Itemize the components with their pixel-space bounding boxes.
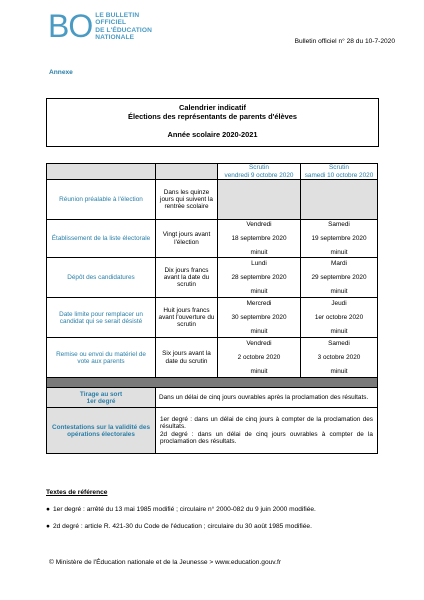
table-row bbox=[47, 338, 378, 378]
bulletin-logo bbox=[48, 10, 152, 42]
title-line-3: Année scolaire 2020-2021 bbox=[167, 130, 258, 139]
friday-column-header: Scrutin vendredi 9 octobre 2020 bbox=[218, 164, 301, 180]
references-section bbox=[46, 489, 316, 530]
logo-letters: BO bbox=[48, 8, 93, 44]
row-label: Date limite pour remplacer un candidat qui se serait désisté bbox=[47, 298, 156, 338]
saturday-date: Samedi 3 octobre 2020 minuit bbox=[301, 338, 378, 378]
saturday-date: Jeudi 1er octobre 2020 minuit bbox=[301, 298, 378, 338]
bullet-icon: ● bbox=[46, 523, 50, 530]
title-line-1: Calendrier indicatif bbox=[179, 103, 246, 112]
table-row bbox=[47, 298, 378, 338]
bullet-icon: ● bbox=[46, 506, 50, 513]
logo-text: LE BULLETIN OFFICIEL DE L'ÉDUCATION NATIONALE bbox=[95, 12, 152, 42]
row-delay: Vingt jours avant l'élection bbox=[156, 220, 218, 258]
bulletin-reference: Bulletin officiel n° 28 du 10-7-2020 bbox=[294, 38, 395, 45]
saturday-column-header: Scrutin samedi 10 octobre 2020 bbox=[301, 164, 378, 180]
table-row bbox=[47, 220, 378, 258]
row-label: Réunion préalable à l'élection bbox=[47, 180, 156, 220]
list-item: ● 1er degré : arrêté du 13 mai 1985 modifié ; circulaire n° 2000-082 du 9 juin 2000 modifiée. bbox=[46, 506, 316, 513]
title-box bbox=[46, 98, 379, 147]
references-title: Textes de référence bbox=[46, 489, 108, 496]
row-delay: Dans les quinze jours qui suivent la rentrée scolaire bbox=[156, 180, 218, 220]
friday-date: Mercredi 30 septembre 2020 minuit bbox=[218, 298, 301, 338]
tirage-label: Tirage au sort 1er degré bbox=[47, 388, 156, 408]
row-delay: Huit jours francs avant l'ouverture du scrutin bbox=[156, 298, 218, 338]
annexe-label: Annexe bbox=[49, 69, 73, 76]
table-row bbox=[47, 258, 378, 298]
separator-row bbox=[47, 378, 378, 388]
title-line-2: Élections des représentants de parents d'élèves bbox=[128, 112, 297, 121]
table-row bbox=[47, 180, 378, 220]
row-label: Remise ou envoi du matériel de vote aux parents bbox=[47, 338, 156, 378]
tirage-row bbox=[47, 388, 378, 408]
friday-date: Vendredi 2 octobre 2020 minuit bbox=[218, 338, 301, 378]
row-label: Dépôt des candidatures bbox=[47, 258, 156, 298]
page-footer: © Ministère de l'Éducation nationale et de la Jeunesse > www.education.gouv.fr bbox=[49, 559, 281, 566]
list-item: ● 2d degré : article R. 421-30 du Code de l'éducation ; circulaire du 30 août 1985 modifiée. bbox=[46, 523, 312, 530]
calendar-table bbox=[46, 163, 378, 454]
saturday-date: Mardi 29 septembre 2020 minuit bbox=[301, 258, 378, 298]
friday-date: Vendredi 18 septembre 2020 minuit bbox=[218, 220, 301, 258]
friday-date: Lundi 28 septembre 2020 minuit bbox=[218, 258, 301, 298]
table-header-row bbox=[47, 164, 378, 180]
saturday-date: Samedi 19 septembre 2020 minuit bbox=[301, 220, 378, 258]
row-delay: Six jours avant la date du scrutin bbox=[156, 338, 218, 378]
contestations-text: 1er degré : dans un délai de cinq jours à compter de la proclamation des résultats. 2d degré : dans un délai de cinq jours ouvrables à compter de la proclamation des résultats. bbox=[156, 408, 378, 454]
row-delay: Dix jours francs avant la date du scrutin bbox=[156, 258, 218, 298]
row-label: Établissement de la liste électorale bbox=[47, 220, 156, 258]
contestations-label: Contestations sur la validité des opérations électorales bbox=[47, 408, 156, 454]
contestations-row bbox=[47, 408, 378, 454]
tirage-text: Dans un délai de cinq jours ouvrables après la proclamation des résultats. bbox=[156, 388, 378, 408]
